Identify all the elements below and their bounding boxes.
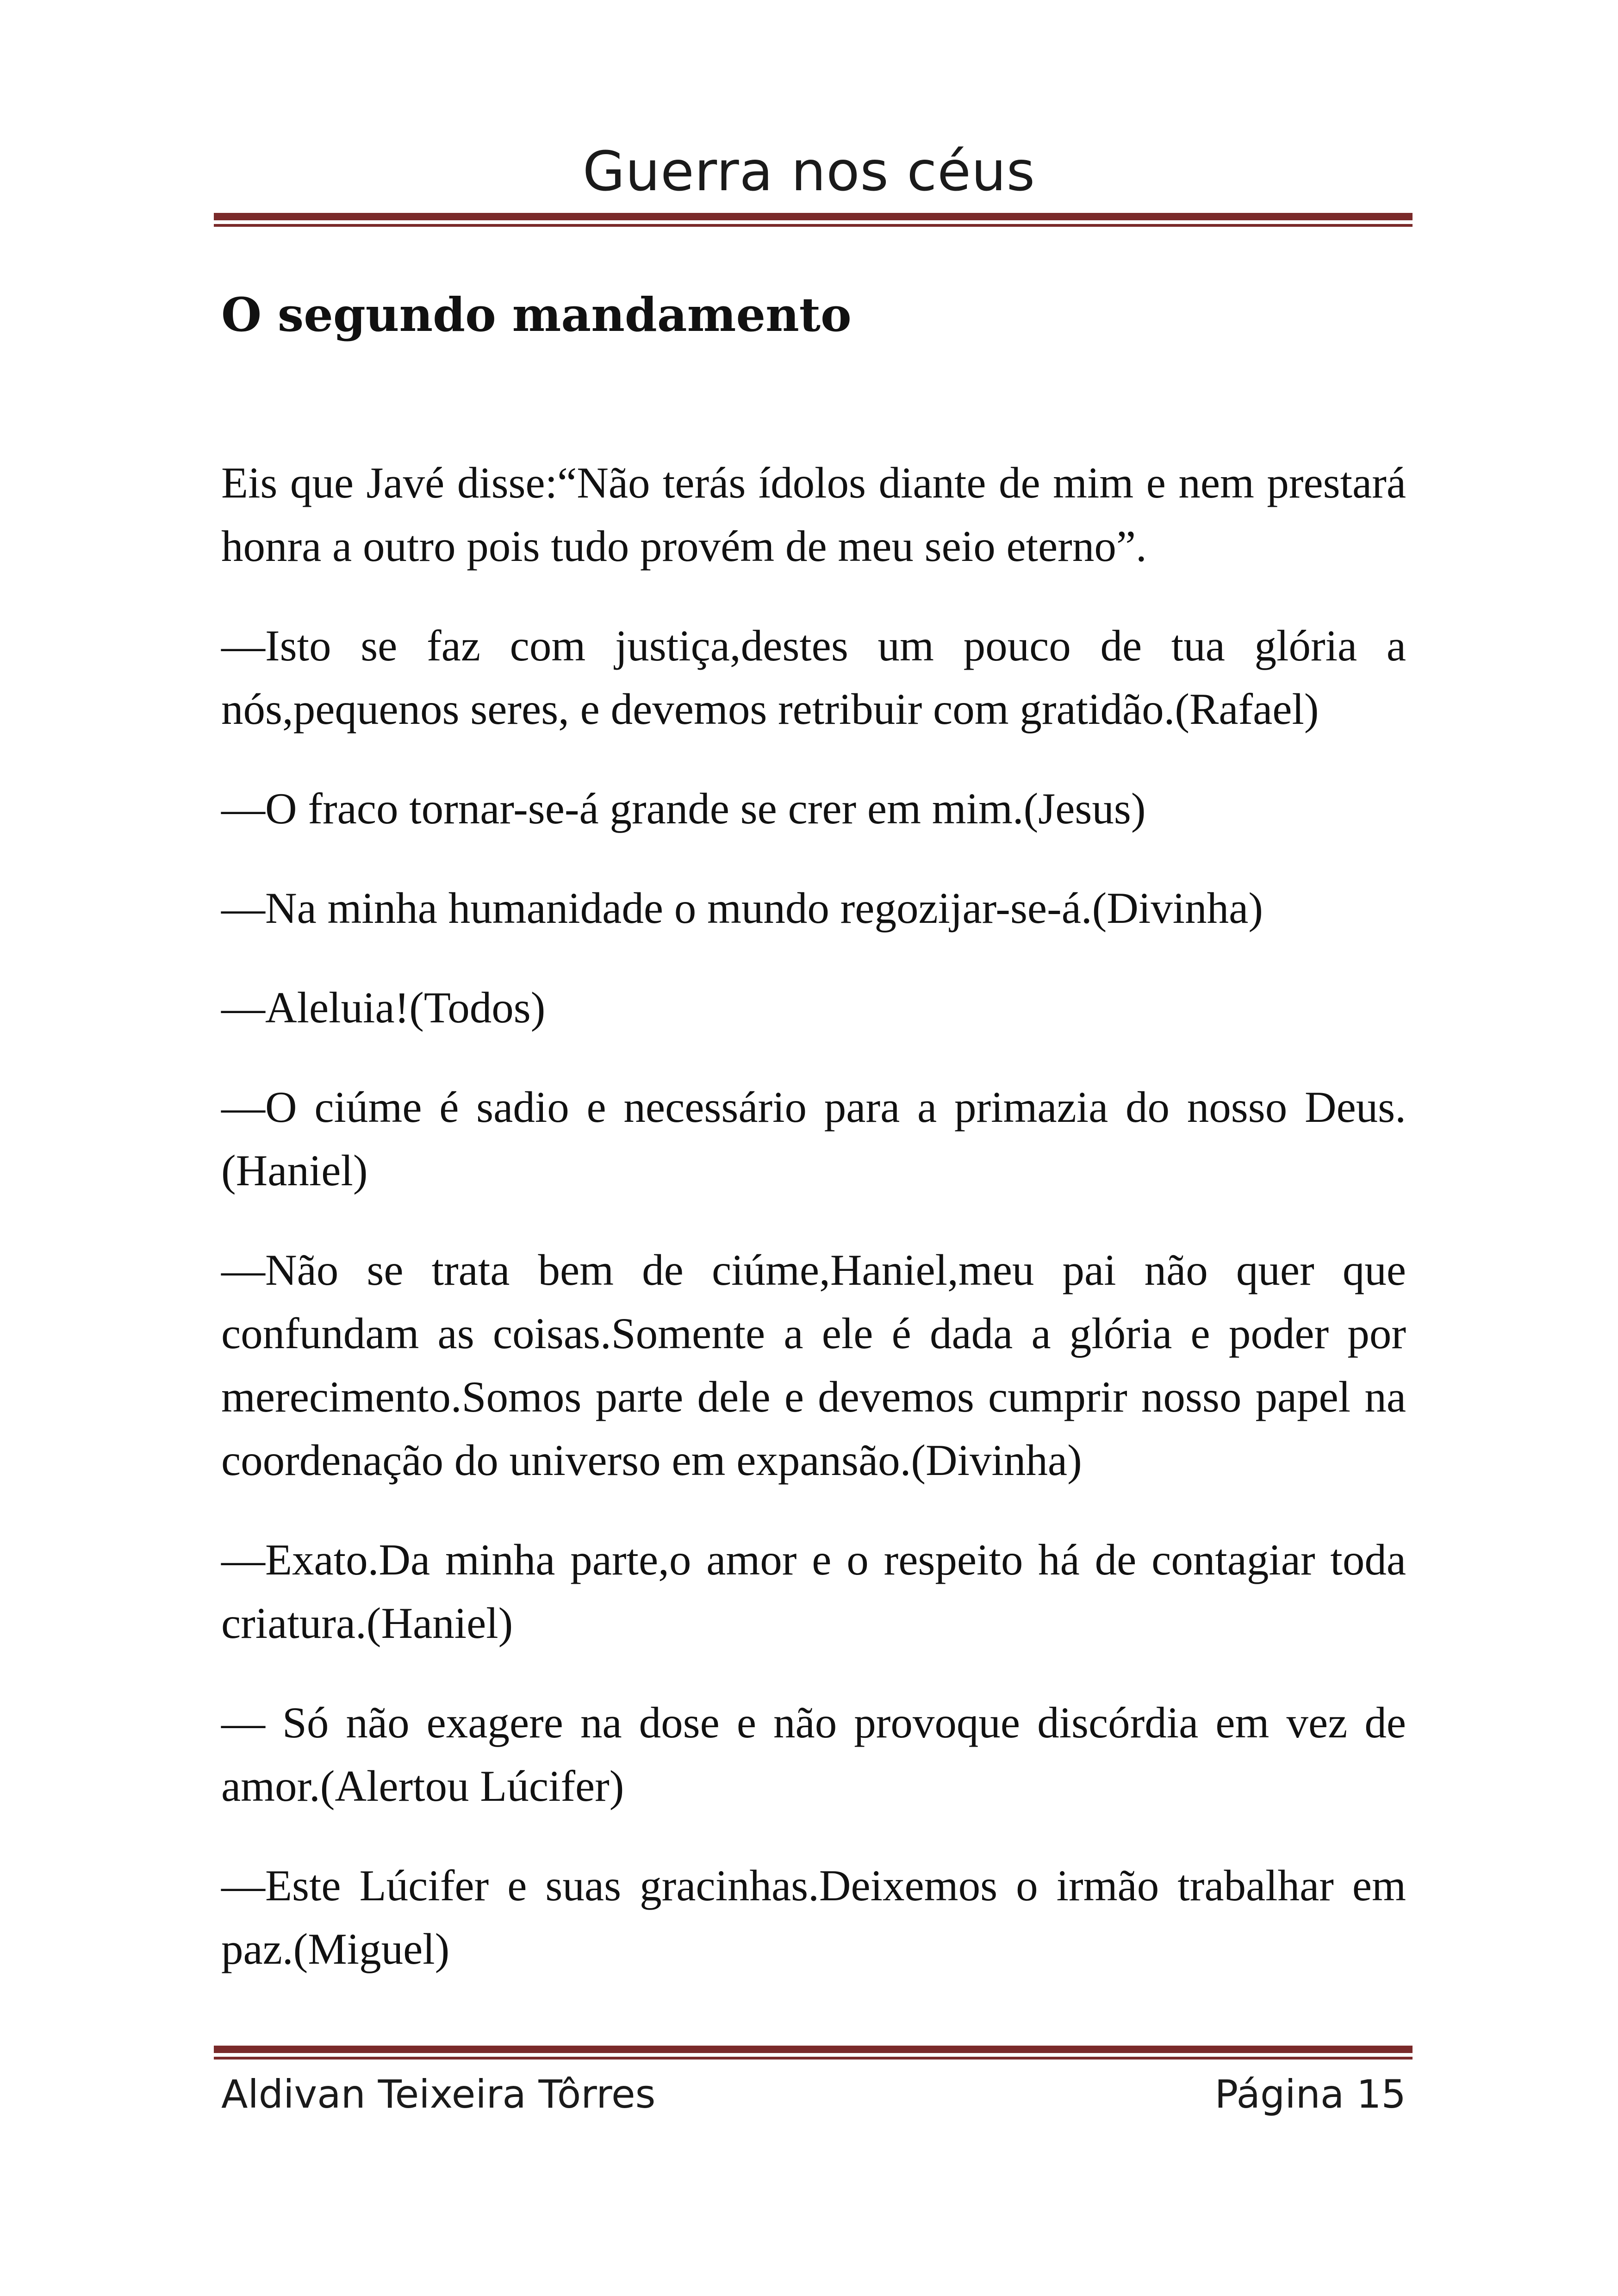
header-rule [214, 213, 1413, 227]
header-rule-thin [214, 224, 1413, 227]
paragraph: —Isto se faz com justiça,destes um pouco de tua glória a nós,pequenos seres, e devemos retribuir com gratidão.(Rafael) [221, 621, 1406, 734]
footer-rule-thin [214, 2057, 1413, 2060]
paragraph: —Não se trata bem de ciúme,Haniel,meu pai não quer que confundam as coisas.Somente a ele é dada a glória e poder por merecimento.Somos parte dele e devemos cumprir nosso papel na coordenação do universo em expansão.(Divinha) [221, 1245, 1406, 1485]
paragraph: —Este Lúcifer e suas gracinhas.Deixemos o irmão trabalhar em paz.(Miguel) [221, 1861, 1406, 1973]
paragraph: —Aleluia!(Todos) [221, 983, 546, 1032]
page-footer [221, 2066, 1406, 2122]
header-rule-thick [214, 213, 1413, 220]
paragraph: — Só não exagere na dose e não provoque discórdia em vez de amor.(Alertou Lúcifer) [221, 1698, 1406, 1811]
body-text [221, 451, 1406, 2017]
footer-rule [214, 2046, 1413, 2060]
paragraph: —Na minha humanidade o mundo regozijar-se-á.(Divinha) [221, 884, 1263, 933]
footer-page-number: Página 15 [1214, 2072, 1406, 2117]
paragraph: —Exato.Da minha parte,o amor e o respeito há de contagiar toda criatura.(Haniel) [221, 1535, 1406, 1648]
paragraph: —O ciúme é sadio e necessário para a primazia do nosso Deus.(Haniel) [221, 1083, 1406, 1195]
running-header-title: Guerra nos céus [582, 139, 1036, 203]
paragraph: —O fraco tornar-se-á grande se crer em mim.(Jesus) [221, 784, 1146, 833]
footer-author: Aldivan Teixeira Tôrres [221, 2072, 656, 2117]
footer-rule-thick [214, 2046, 1413, 2053]
paragraph: Eis que Javé disse:“Não terás ídolos diante de mim e nem prestará honra a outro pois tudo provém de meu seio eterno”. [221, 458, 1406, 571]
chapter-heading: O segundo mandamento [221, 287, 852, 342]
